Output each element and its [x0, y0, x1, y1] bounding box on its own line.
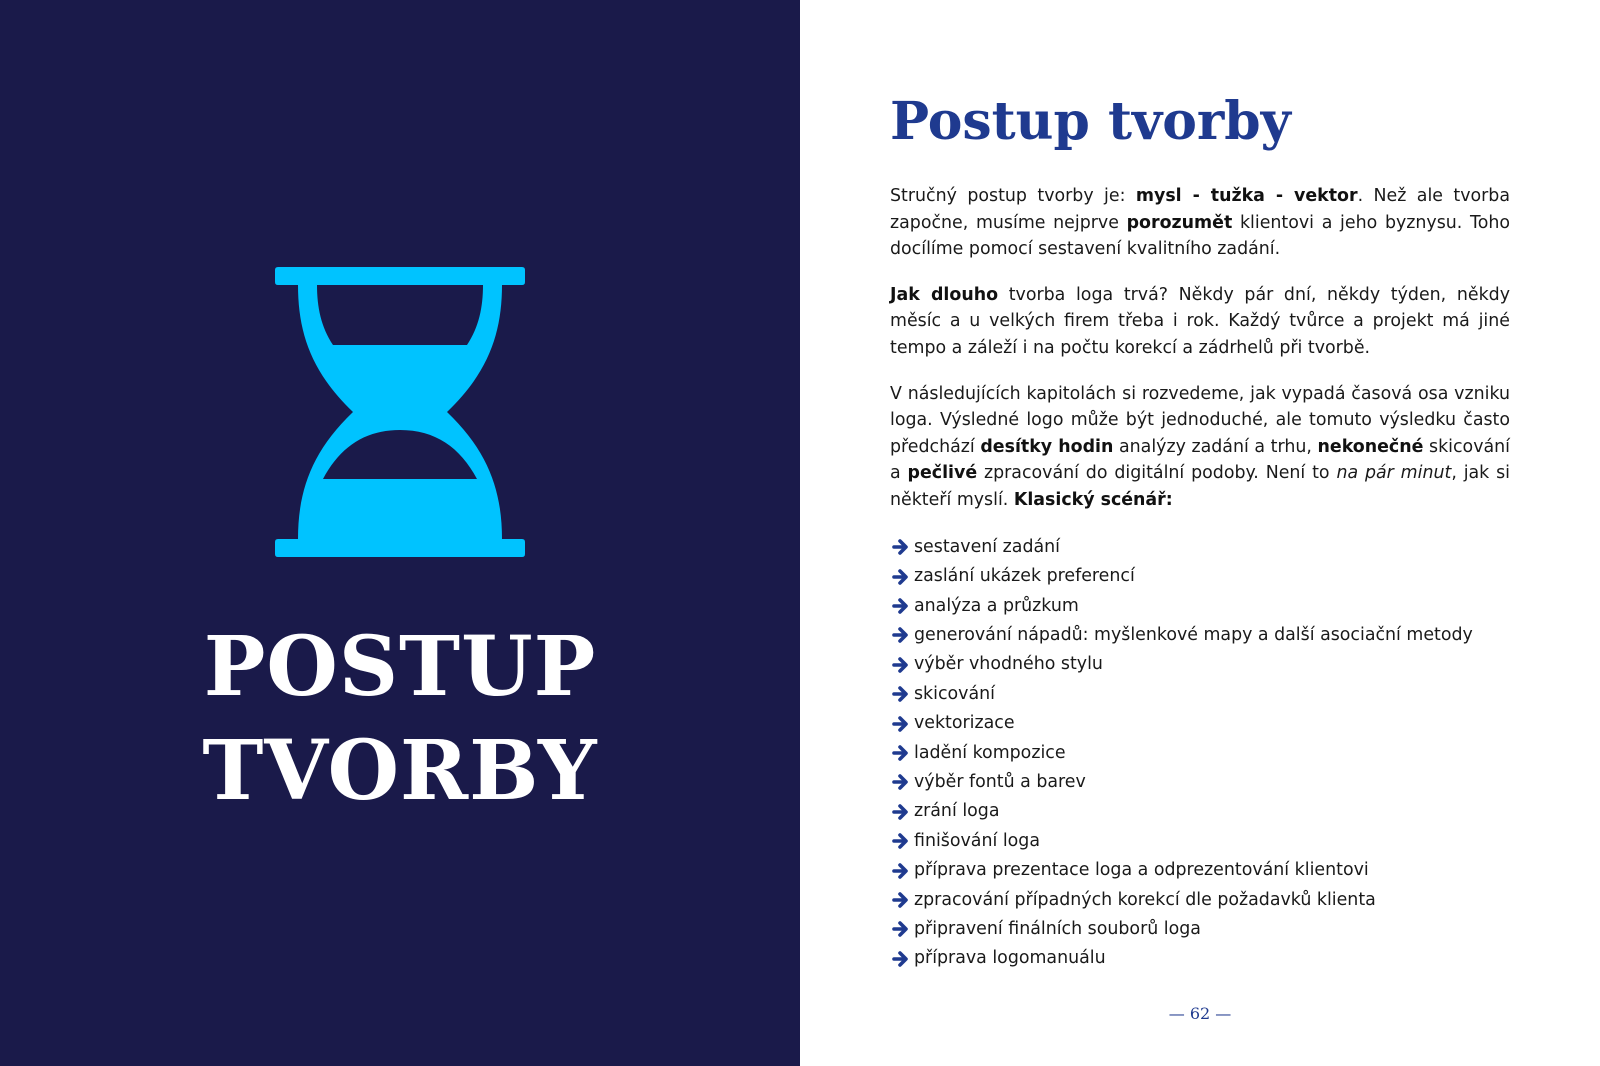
list-item-label: skicování [914, 683, 995, 704]
list-item-label: finišování loga [914, 830, 1041, 851]
page-content [890, 183, 1510, 973]
list-item [890, 621, 1510, 650]
arrow-right-icon [890, 773, 912, 791]
arrow-right-icon [890, 950, 912, 968]
bold-text: pečlivé [907, 463, 978, 484]
body-paragraph [890, 381, 1510, 514]
list-item-label: ladění kompozice [914, 742, 1066, 763]
list-item-label: zaslání ukázek preferencí [914, 566, 1135, 587]
intro-paragraphs [890, 183, 1510, 514]
list-item [890, 797, 1510, 826]
arrow-right-icon [890, 862, 912, 880]
body-paragraph [890, 282, 1510, 362]
list-item [890, 591, 1510, 620]
list-item-label: příprava logomanuálu [914, 948, 1106, 969]
arrow-right-icon [890, 803, 912, 821]
list-item-label: analýza a průzkum [914, 595, 1079, 616]
content-page [800, 0, 1600, 1066]
bold-text: desítky hodin [980, 436, 1114, 457]
arrow-right-icon [890, 656, 912, 674]
list-item [890, 533, 1510, 562]
text-run: , jak si někteří myslí. [890, 463, 1511, 510]
text-run: skicování a [890, 436, 1510, 484]
list-item [890, 856, 1510, 885]
list-item-label: sestavení zadání [914, 536, 1061, 557]
page-number: — 62 — [1168, 1004, 1232, 1023]
bold-text: Klasický scénář: [1013, 489, 1173, 510]
list-item-label: připravení finálních souborů loga [914, 919, 1201, 939]
arrow-right-icon [890, 685, 912, 703]
arrow-right-icon [890, 715, 912, 733]
text-run: klientovi a jeho byznysu. Toho docílíme pomocí sestavení kvalitního zadání. [890, 212, 1510, 260]
body-paragraph [890, 183, 1510, 263]
cover-title [0, 615, 800, 823]
bold-text: porozumět [1126, 212, 1233, 233]
list-item-label: generování nápadů: myšlenkové mapy a další asociační metody [914, 625, 1473, 646]
list-item [890, 885, 1510, 914]
arrow-right-icon [890, 891, 912, 909]
arrow-right-icon [890, 538, 912, 556]
list-item [890, 826, 1510, 855]
italic-text: na pár minut [1336, 463, 1452, 484]
text-run: tvorba loga trvá? Někdy pár dní, někdy týden, někdy měsíc a u velkých firem třeba i rok. Každý tvůrce a projekt má jiné tempo a záleží i na počtu korekcí a zádrhelů při tvorbě. [890, 284, 1510, 358]
list-item-label: výběr fontů a barev [914, 772, 1086, 793]
list-item-label: vektorizace [914, 713, 1015, 734]
list-item-label: zrání loga [914, 801, 1000, 822]
list-item [890, 650, 1510, 679]
hourglass-icon [275, 267, 525, 557]
list-item-label: zpracování případných korekcí dle požadavků klienta [914, 889, 1376, 910]
text-run: zpracování do digitální podoby. Není to [977, 463, 1337, 484]
list-item [890, 738, 1510, 767]
arrow-right-icon [890, 920, 912, 938]
text-run: . Než ale tvorba započne, musíme nejprve [890, 186, 1511, 233]
list-item [890, 679, 1510, 708]
list-item-label: příprava prezentace loga a odprezentování klientovi [914, 860, 1369, 881]
text-run: V následujících kapitolách si rozvedeme, jak vypadá časová osa vzniku loga. Výsledné logo může být jednoduché, ale tomuto výsledku často předchází [890, 383, 1510, 457]
page-title: Postup tvorby [890, 91, 1291, 152]
list-item [890, 944, 1510, 973]
arrow-right-icon [890, 626, 912, 644]
text-run: Stručný postup tvorby je: [890, 186, 1136, 206]
cover-title-line: POSTUP [203, 619, 597, 715]
list-item [890, 915, 1510, 944]
list-item [890, 709, 1510, 738]
list-item [890, 562, 1510, 591]
cover-title-line: TVORBY [202, 723, 598, 819]
arrow-right-icon [890, 568, 912, 586]
arrow-right-icon [890, 744, 912, 762]
bold-text: mysl - tužka - vektor [1135, 186, 1358, 206]
list-item-label: výběr vhodného stylu [914, 654, 1103, 675]
text-run: analýzy zadání a trhu, [1113, 436, 1318, 457]
list-item [890, 768, 1510, 797]
bold-text: nekonečné [1317, 436, 1424, 457]
steps-list [890, 533, 1510, 974]
arrow-right-icon [890, 597, 912, 615]
bold-text: Jak dlouho [890, 284, 999, 305]
arrow-right-icon [890, 832, 912, 850]
